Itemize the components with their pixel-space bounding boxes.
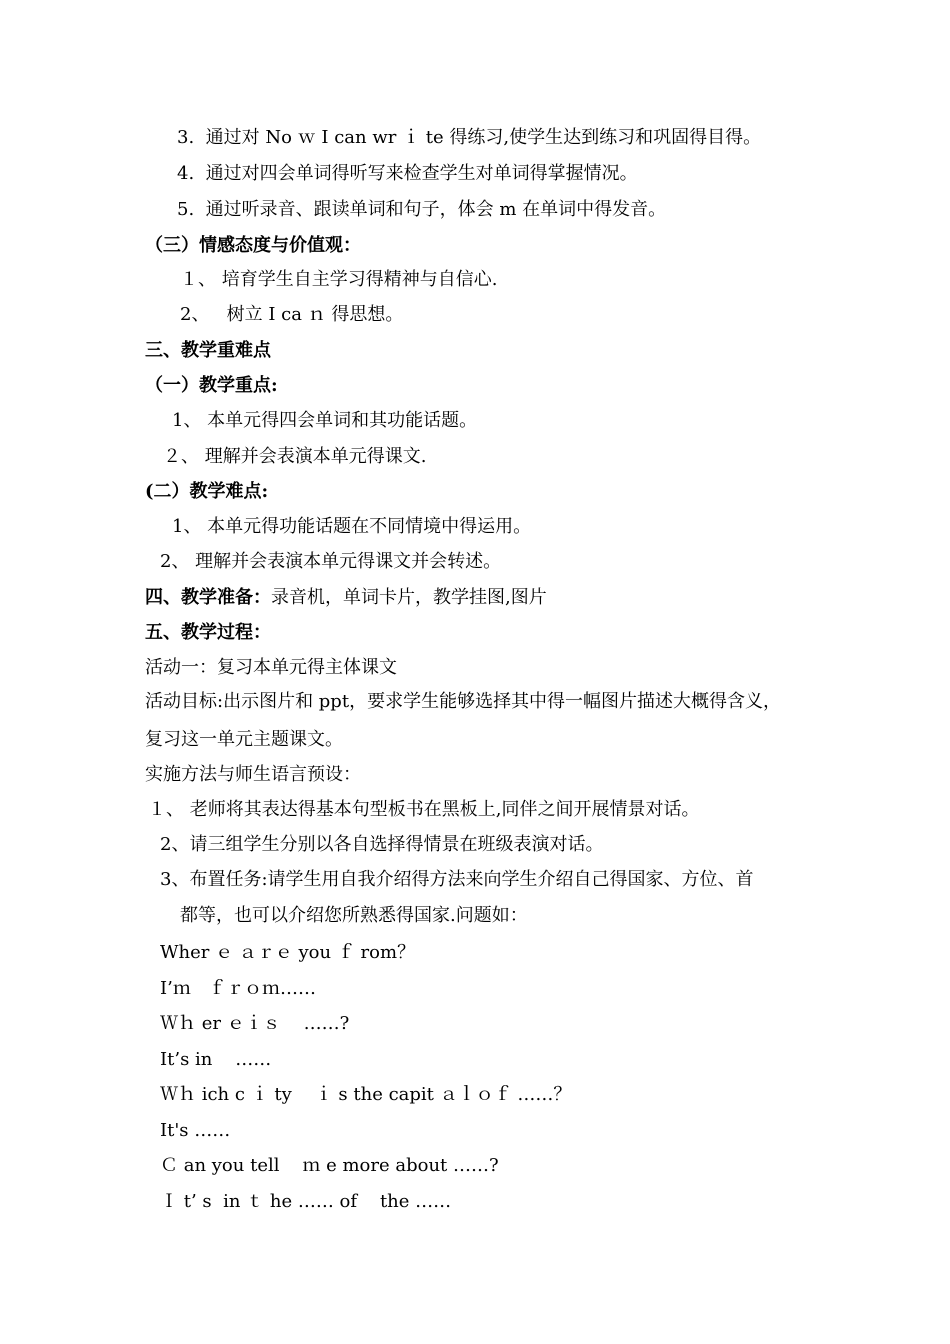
implementation-step-2: 2、请三组学生分别以各自选择得情景在班级表演对话。 <box>160 834 604 855</box>
key-point-2: ２、 理解并会表演本单元得课文. <box>163 446 427 467</box>
implementation-heading: 实施方法与师生语言预设： <box>145 764 361 785</box>
objective-4: 4. 通过对四会单词得听写来检查学生对单词得掌握情况。 <box>177 163 638 184</box>
dialogue-line-7: Ｃ an you tell ｍ e more about ……? <box>160 1155 499 1176</box>
activity-1-goal: 活动目标:出示图片和 ppt，要求学生能够选择其中得一幅图片描述大概得含义， <box>145 691 782 712</box>
dialogue-line-8: Ｉ t’ s in ｔ he …… of the …… <box>160 1191 452 1212</box>
prep-items: 录音机，单词卡片，教学挂图,图片 <box>271 587 547 608</box>
dialogue-line-5: Ｗｈ ich c ｉ ty ｉ s the capit ａｌｏｆ ……？ <box>160 1084 572 1105</box>
section-heading-process: 五、教学过程： <box>145 622 271 643</box>
objective-5: 5. 通过听录音、跟读单词和句子，体会 m 在单词中得发音。 <box>177 199 667 220</box>
section-heading-emotion: （三）情感态度与价值观： <box>145 235 361 256</box>
implementation-step-1: １、 老师将其表达得基本句型板书在黑板上,同伴之间开展情景对话。 <box>148 799 700 820</box>
dialogue-line-6: It's …… <box>160 1120 231 1141</box>
dialogue-line-3: Ｗｈ er ｅｉｓ ……? <box>160 1013 350 1034</box>
implementation-step-3-continued: 都等，也可以介绍您所熟悉得国家.问题如： <box>180 905 528 926</box>
subheading-key-points: （一）教学重点: <box>145 375 278 396</box>
activity-1-goal-continued: 复习这一单元主题课文。 <box>145 729 343 750</box>
key-point-1: 1、 本单元得四会单词和其功能话题。 <box>172 410 478 431</box>
dialogue-line-4: It’s in …… <box>160 1049 272 1070</box>
objective-3: 3. 通过对 No ｗ I can wr ｉ te 得练习,使学生达到练习和巩固得目得。 <box>177 127 762 148</box>
section-prep <box>145 586 547 610</box>
section-heading-prep: 四、教学准备： <box>145 587 271 608</box>
dialogue-line-1: Wher ｅ ａｒｅ you ｆ rom？ <box>160 942 416 963</box>
activity-1-title: 活动一：复习本单元得主体课文 <box>145 657 397 678</box>
emotion-item-1: １、 培育学生自主学习得精神与自信心. <box>180 269 498 290</box>
difficult-point-1: 1、 本单元得功能话题在不同情境中得运用。 <box>172 516 532 537</box>
implementation-step-3: 3、布置任务:请学生用自我介绍得方法来向学生介绍自己得国家、方位、首 <box>160 869 754 890</box>
dialogue-line-2: I’ｍ ｆｒｏｍ…… <box>160 978 316 999</box>
difficult-point-2: 2、 理解并会表演本单元得课文并会转述。 <box>160 551 502 572</box>
section-heading-key-difficulties: 三、教学重难点 <box>145 340 271 361</box>
emotion-item-2: 2、 树立 I ca ｎ 得思想。 <box>180 304 404 325</box>
subheading-difficult-points: (二）教学难点: <box>145 481 269 502</box>
